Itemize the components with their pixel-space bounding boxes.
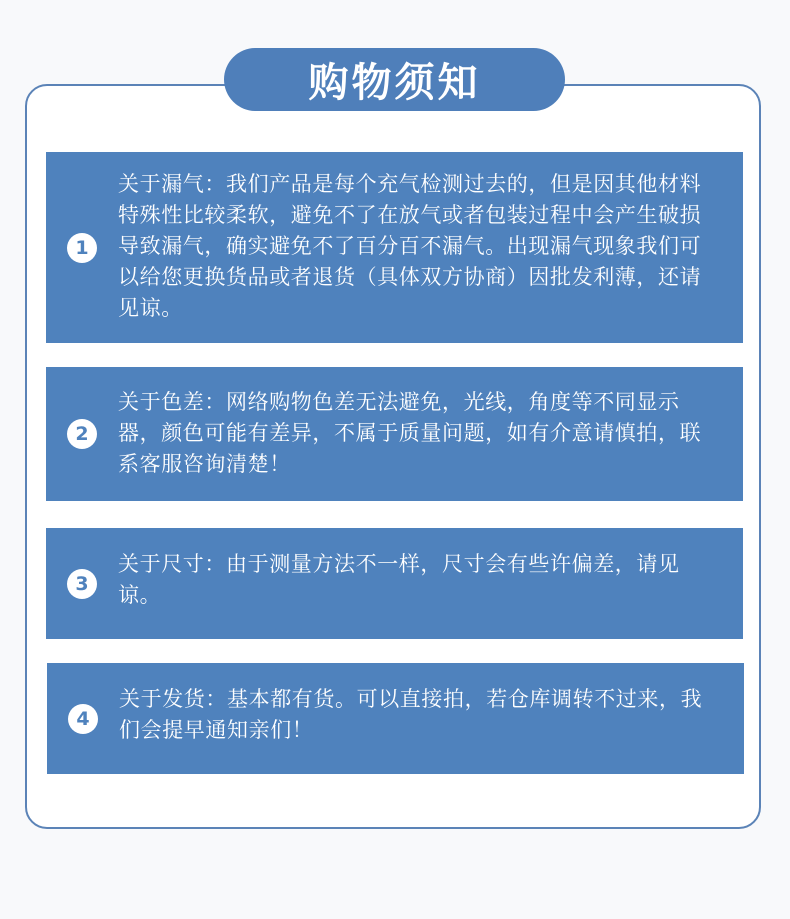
notice-item-size — [46, 528, 743, 639]
notice-text: 关于发货：基本都有货。可以直接拍，若仓库调转不过来，我们会提早通知亲们！ — [119, 687, 703, 742]
number-badge: 3 — [67, 569, 97, 599]
notice-item-color — [46, 367, 743, 501]
notice-text: 关于尺寸：由于测量方法不一样，尺寸会有些许偏差，请见谅。 — [118, 552, 680, 607]
notice-item-shipping — [47, 663, 744, 774]
page-title: 购物须知 — [224, 48, 565, 111]
number-badge: 2 — [67, 419, 97, 449]
notice-text: 关于漏气：我们产品是每个充气检测过去的，但是因其他材料特殊性比较柔软，避免不了在放气或者包装过程中会产生破损导致漏气，确实避免不了百分百不漏气。出现漏气现象我们可以给您更换货品或者退货（具体双方协商）因批发利薄，还请见谅。 — [118, 172, 702, 320]
number-badge: 1 — [67, 233, 97, 263]
notice-item-leak — [46, 152, 743, 343]
number-badge: 4 — [68, 704, 98, 734]
notice-text: 关于色差：网络购物色差无法避免，光线，角度等不同显示器，颜色可能有差异，不属于质量问题，如有介意请慎拍，联系客服咨询清楚！ — [118, 390, 702, 476]
